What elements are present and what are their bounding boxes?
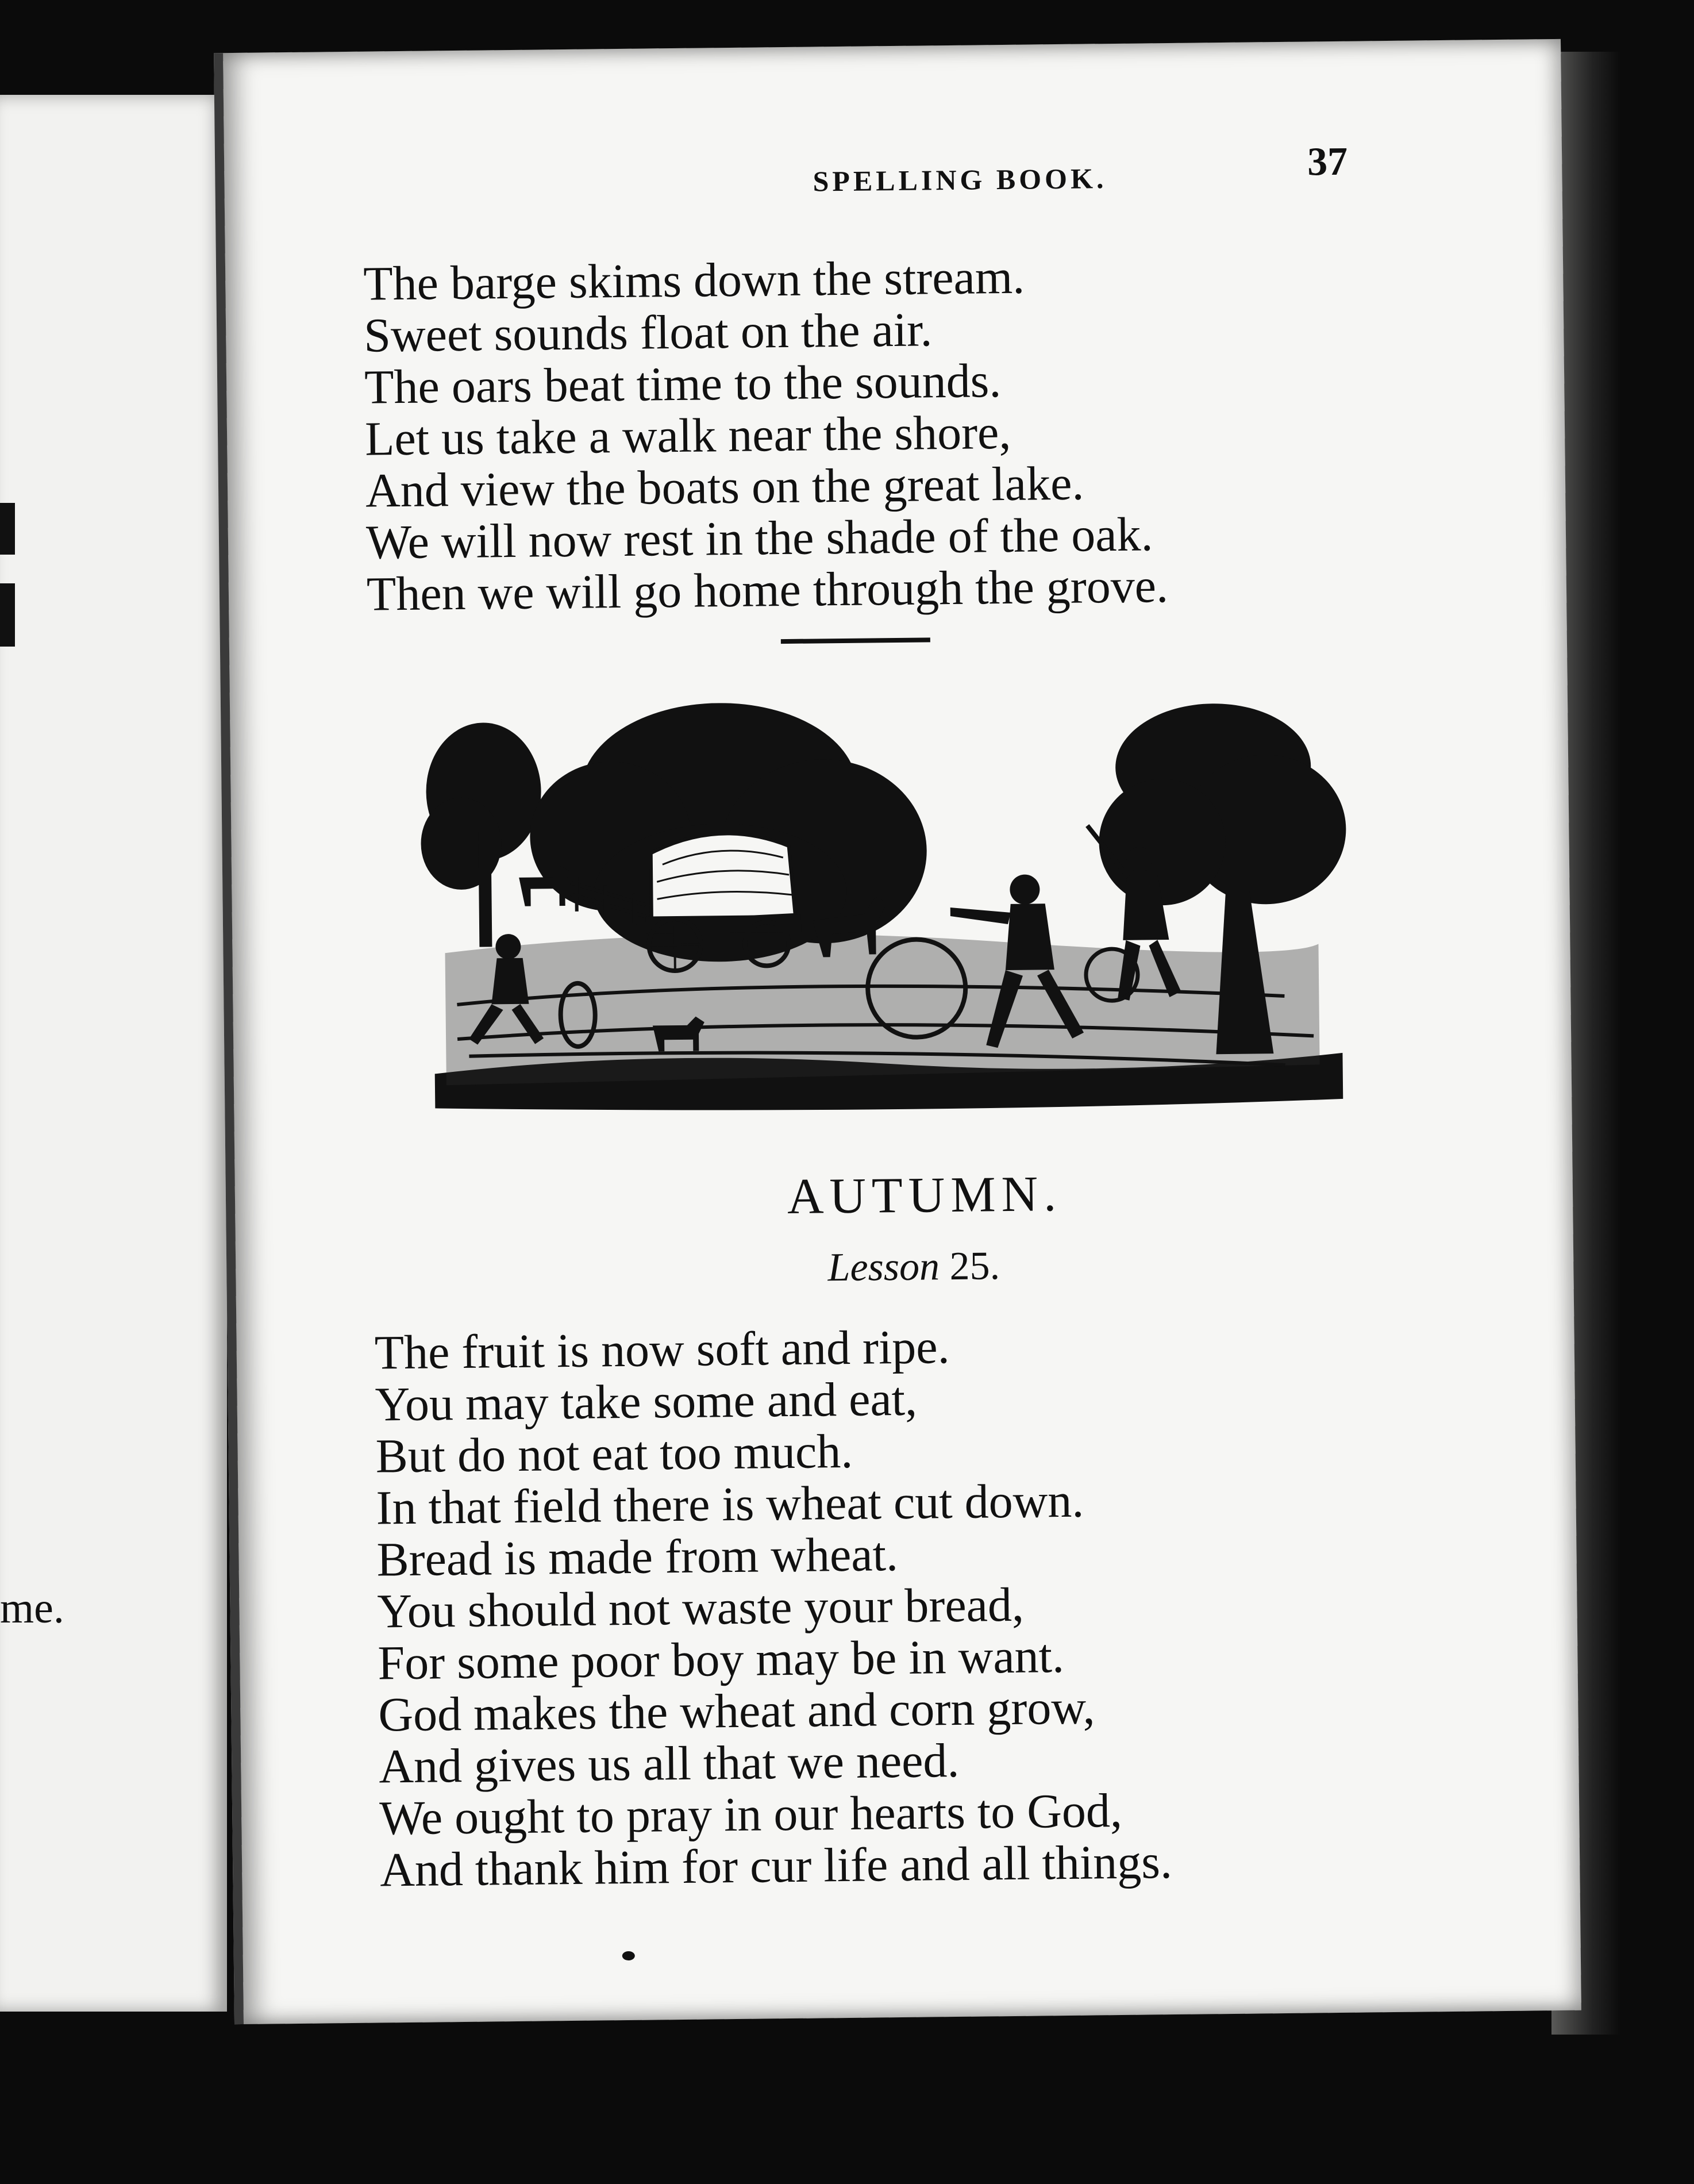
verse-line: We will now rest in the shade of the oak. [365,507,1154,570]
lesson-number: 25. [949,1244,1000,1289]
autumn-woodcut-illustration [419,697,1354,1120]
verse-line: For some poor boy may be in want. [377,1629,1065,1690]
verse-line: We ought to pray in our hearts to God, [379,1783,1123,1845]
verse-line: Sweet sounds float on the air. [363,303,933,363]
verse-line: Bread is made from wheat. [376,1528,899,1587]
verse-line: And gives us all that we need. [378,1733,960,1794]
ink-speck [622,1951,635,1960]
lesson-word: Lesson [827,1244,940,1290]
section-divider-rule [781,637,930,644]
verse-line: Then we will go home through the grove. [366,559,1169,621]
verse-line: You may take some and eat, [375,1372,918,1432]
verse-line: Let us take a walk near the shore, [364,405,1011,466]
verse-line: In that field there is wheat cut down. [376,1474,1084,1535]
verse-line: The barge skims down the stream. [363,250,1025,311]
left-page-mark [0,583,15,647]
verse-line: You should not waste your bread, [377,1578,1025,1639]
book-page [214,39,1581,2024]
verse-line: The fruit is now soft and ripe. [374,1320,950,1380]
left-page-edge-word: me. [0,1584,64,1632]
left-facing-page [0,95,227,2012]
section-title: AUTUMN. [787,1166,1062,1225]
verse-line: The oars beat time to the sounds. [364,354,1002,414]
top-verse-block [363,247,1458,621]
verse-line: And view the boats on the great lake. [365,456,1084,518]
verse-line: God makes the wheat and corn grow, [378,1681,1095,1742]
left-page-mark [0,503,15,555]
page-number: 37 [1307,139,1348,184]
verse-line: But do not eat too much. [375,1424,853,1483]
lesson-label [684,1242,1144,1293]
bottom-verse-block [374,1316,1472,1897]
running-head: SPELLING BOOK. [813,162,1107,198]
verse-line: And thank him for cur life and all things. [379,1835,1173,1897]
